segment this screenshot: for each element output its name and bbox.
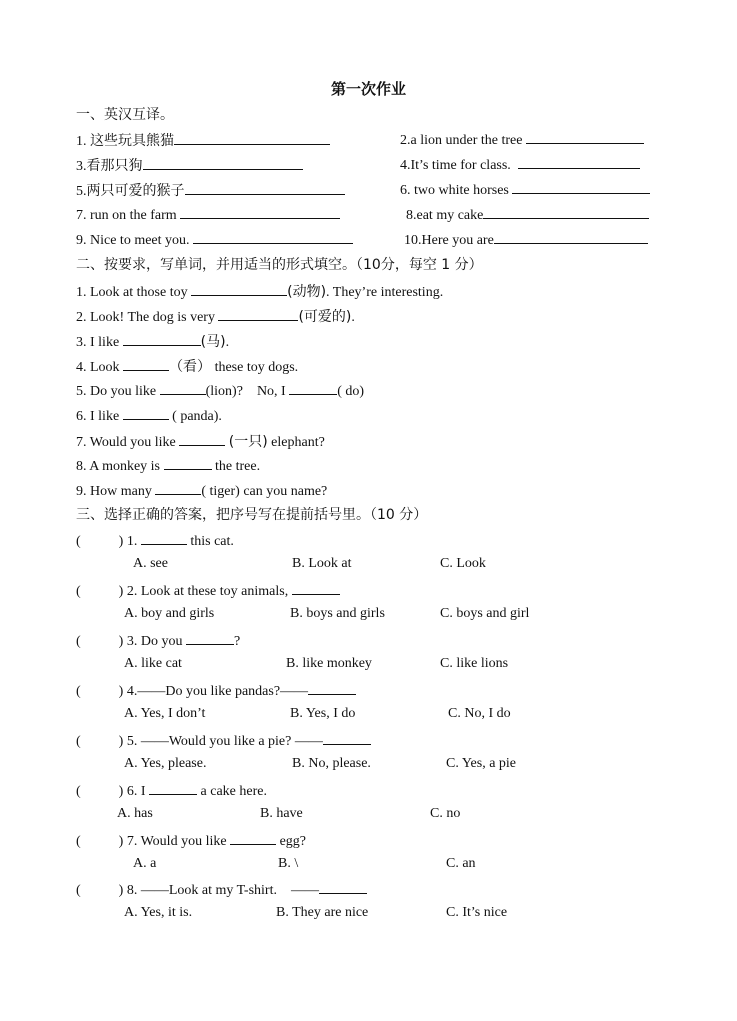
item-text: 9. How many xyxy=(76,484,156,499)
s1-item-5 xyxy=(76,180,345,200)
s1-item-2 xyxy=(400,130,644,149)
answer-blank[interactable] xyxy=(179,432,225,446)
answer-paren-open: ( xyxy=(76,784,81,799)
question-text: 8. ——Look at my T-shirt. —— xyxy=(126,883,319,898)
page-title: 第一次作业 xyxy=(330,80,406,98)
s1-item-6 xyxy=(400,180,650,199)
s1-item-1 xyxy=(76,130,330,150)
option-b: B. Look at xyxy=(292,556,352,571)
answer-paren-close: ) xyxy=(118,734,124,749)
option-b: B. boys and girls xyxy=(290,606,385,621)
item-hint: （看） xyxy=(169,359,212,375)
answer-paren-close: ) xyxy=(118,883,124,898)
s3-question-3 xyxy=(76,631,240,650)
s3-question-8 xyxy=(76,880,367,899)
option-a: A. Yes, please. xyxy=(124,756,207,771)
item-hint: ( do) xyxy=(337,384,365,399)
question-text: egg? xyxy=(276,834,307,849)
item-num: 7. xyxy=(76,208,87,223)
option-a: A. Yes, it is. xyxy=(124,905,193,920)
answer-blank[interactable] xyxy=(323,731,371,745)
option-c: C. Yes, a pie xyxy=(446,756,517,771)
item-text: 5. Do you like xyxy=(76,384,160,399)
item-num: 10. xyxy=(404,233,422,248)
s3-question-5 xyxy=(76,731,371,750)
question-text: 1. xyxy=(126,534,141,549)
answer-blank[interactable] xyxy=(512,180,650,194)
option-a: A. see xyxy=(133,556,168,571)
section3-heading: 三、选择正确的答案，把序号写在提前括号里。（10 分） xyxy=(76,507,428,523)
option-c: C. Look xyxy=(440,556,486,571)
item-text: . xyxy=(225,335,230,350)
answer-blank[interactable] xyxy=(308,681,356,695)
option-a: A. a xyxy=(133,856,157,871)
item-text: eat my cake xyxy=(416,208,484,223)
s1-item-3 xyxy=(76,155,303,175)
answer-blank[interactable] xyxy=(319,880,367,894)
answer-blank[interactable] xyxy=(123,357,169,371)
section2-heading: 二、按要求，写单词，并用适当的形式填空。（10分，每空 1 分） xyxy=(76,257,483,273)
item-text: No, I xyxy=(242,384,290,399)
item-num: 9. xyxy=(76,233,87,248)
answer-paren-close: ) xyxy=(118,784,124,799)
answer-blank[interactable] xyxy=(149,781,197,795)
item-num: 2. xyxy=(400,133,411,148)
item-text: 6. I like xyxy=(76,409,123,424)
item-text: two white horses xyxy=(414,183,509,198)
option-c: C. no xyxy=(430,806,461,821)
answer-blank[interactable] xyxy=(483,205,649,219)
item-hint: (动物) xyxy=(287,284,327,300)
answer-blank[interactable] xyxy=(289,381,337,395)
item-num: 3. xyxy=(76,159,87,174)
item-text: these toy dogs. xyxy=(211,360,299,375)
item-hint: (一只) xyxy=(228,434,268,450)
answer-blank[interactable] xyxy=(230,831,276,845)
answer-blank[interactable] xyxy=(123,332,201,346)
item-text: . xyxy=(351,310,355,325)
answer-blank[interactable] xyxy=(191,282,287,296)
s1-item-8 xyxy=(406,205,649,224)
answer-paren-close: ) xyxy=(118,834,124,849)
s2-item-2 xyxy=(76,306,355,326)
answer-blank[interactable] xyxy=(186,631,234,645)
item-text: 2. Look! The dog is very xyxy=(76,310,219,325)
item-hint: (lion)? xyxy=(205,384,243,399)
item-text: 7. Would you like xyxy=(76,435,180,450)
item-num: 1. xyxy=(76,134,87,149)
item-hint: (可爱的) xyxy=(298,309,352,325)
s1-item-4 xyxy=(400,155,640,174)
s1-item-7 xyxy=(76,205,340,224)
answer-blank[interactable] xyxy=(518,155,640,169)
answer-paren-open: ( xyxy=(76,684,81,699)
option-b: B. Yes, I do xyxy=(290,706,356,721)
s3-question-4 xyxy=(76,681,356,700)
option-b: B. like monkey xyxy=(286,656,372,671)
item-text: Nice to meet you. xyxy=(90,233,190,248)
item-num: 4. xyxy=(400,158,411,173)
answer-paren-open: ( xyxy=(76,734,81,749)
item-hint: ( panda). xyxy=(172,409,222,424)
option-c: C. an xyxy=(446,856,476,871)
option-b: B. No, please. xyxy=(292,756,371,771)
answer-blank[interactable] xyxy=(193,230,353,244)
question-text: 3. Do you xyxy=(126,634,186,649)
answer-blank[interactable] xyxy=(526,130,644,144)
answer-blank[interactable] xyxy=(292,581,340,595)
item-text: 1. Look at those toy xyxy=(76,285,192,300)
answer-paren-open: ( xyxy=(76,634,81,649)
answer-paren-close: ) xyxy=(118,684,124,699)
item-text: the tree. xyxy=(211,459,261,474)
item-text: 看那只狗 xyxy=(86,158,143,174)
item-text: . They’re interesting. xyxy=(326,285,444,300)
answer-blank[interactable] xyxy=(180,205,340,219)
question-text: ? xyxy=(233,634,241,649)
s2-item-3 xyxy=(76,331,229,351)
s2-item-9 xyxy=(76,481,327,500)
s2-item-8 xyxy=(76,456,260,475)
item-text: run on the farm xyxy=(90,208,177,223)
item-text: 这些玩具熊猫 xyxy=(90,133,174,149)
item-text: 8. A monkey is xyxy=(76,459,164,474)
item-num: 5. xyxy=(76,184,87,199)
question-text: 2. Look at these toy animals, xyxy=(126,584,292,599)
s1-item-9 xyxy=(76,230,353,249)
item-text: can you name? xyxy=(239,484,328,499)
question-text: 4.——Do you like pandas?—— xyxy=(126,684,309,699)
option-c: C. boys and girl xyxy=(440,606,530,621)
option-a: A. Yes, I don’t xyxy=(124,706,206,721)
question-text: 6. I xyxy=(126,784,150,799)
s2-item-4 xyxy=(76,356,298,376)
answer-paren-open: ( xyxy=(76,883,81,898)
option-a: A. boy and girls xyxy=(124,606,215,621)
answer-paren-close: ) xyxy=(118,584,124,599)
option-b: B. have xyxy=(260,806,303,821)
answer-blank[interactable] xyxy=(160,381,206,395)
s3-question-7 xyxy=(76,831,306,850)
item-hint: ( tiger) xyxy=(201,484,240,499)
answer-blank[interactable] xyxy=(141,531,187,545)
answer-blank[interactable] xyxy=(174,131,330,145)
item-text: It’s time for class. xyxy=(410,158,511,173)
question-text: this cat. xyxy=(186,534,234,549)
s2-item-5 xyxy=(76,381,364,400)
answer-blank[interactable] xyxy=(185,181,345,195)
item-text: elephant? xyxy=(267,435,325,450)
item-hint: (马) xyxy=(200,334,226,350)
answer-blank[interactable] xyxy=(143,156,303,170)
option-a: A. like cat xyxy=(124,656,182,671)
s2-item-7 xyxy=(76,431,325,451)
item-text: 两只可爱的猴子 xyxy=(86,183,185,199)
item-num: 6. xyxy=(400,183,411,198)
question-text: a cake here. xyxy=(197,784,267,799)
answer-blank[interactable] xyxy=(494,230,648,244)
question-text: 5. ——Would you like a pie? —— xyxy=(126,734,323,749)
s1-item-10 xyxy=(404,230,648,249)
question-text: 7. Would you like xyxy=(126,834,231,849)
option-c: C. like lions xyxy=(440,656,509,671)
answer-paren-open: ( xyxy=(76,834,81,849)
answer-blank[interactable] xyxy=(164,456,212,470)
answer-blank[interactable] xyxy=(218,307,298,321)
answer-blank[interactable] xyxy=(123,406,169,420)
s3-question-1 xyxy=(76,531,234,550)
answer-paren-close: ) xyxy=(118,534,124,549)
option-c: C. It’s nice xyxy=(446,905,508,920)
section1-heading: 一、英汉互译。 xyxy=(76,107,174,123)
answer-blank[interactable] xyxy=(155,481,201,495)
item-text: 4. Look xyxy=(76,360,124,375)
option-b: B. \ xyxy=(278,856,299,871)
answer-paren-open: ( xyxy=(76,534,81,549)
item-text: 3. I like xyxy=(76,335,123,350)
s3-question-2 xyxy=(76,581,340,600)
s2-item-1 xyxy=(76,281,443,301)
s3-question-6 xyxy=(76,781,267,800)
s2-item-6 xyxy=(76,406,222,425)
option-a: A. has xyxy=(117,806,153,821)
item-text: a lion under the tree xyxy=(410,133,523,148)
answer-paren-close: ) xyxy=(118,634,124,649)
item-text: Here you are xyxy=(421,233,494,248)
option-c: C. No, I do xyxy=(448,706,511,721)
option-b: B. They are nice xyxy=(276,905,369,920)
item-num: 8. xyxy=(406,208,417,223)
answer-paren-open: ( xyxy=(76,584,81,599)
